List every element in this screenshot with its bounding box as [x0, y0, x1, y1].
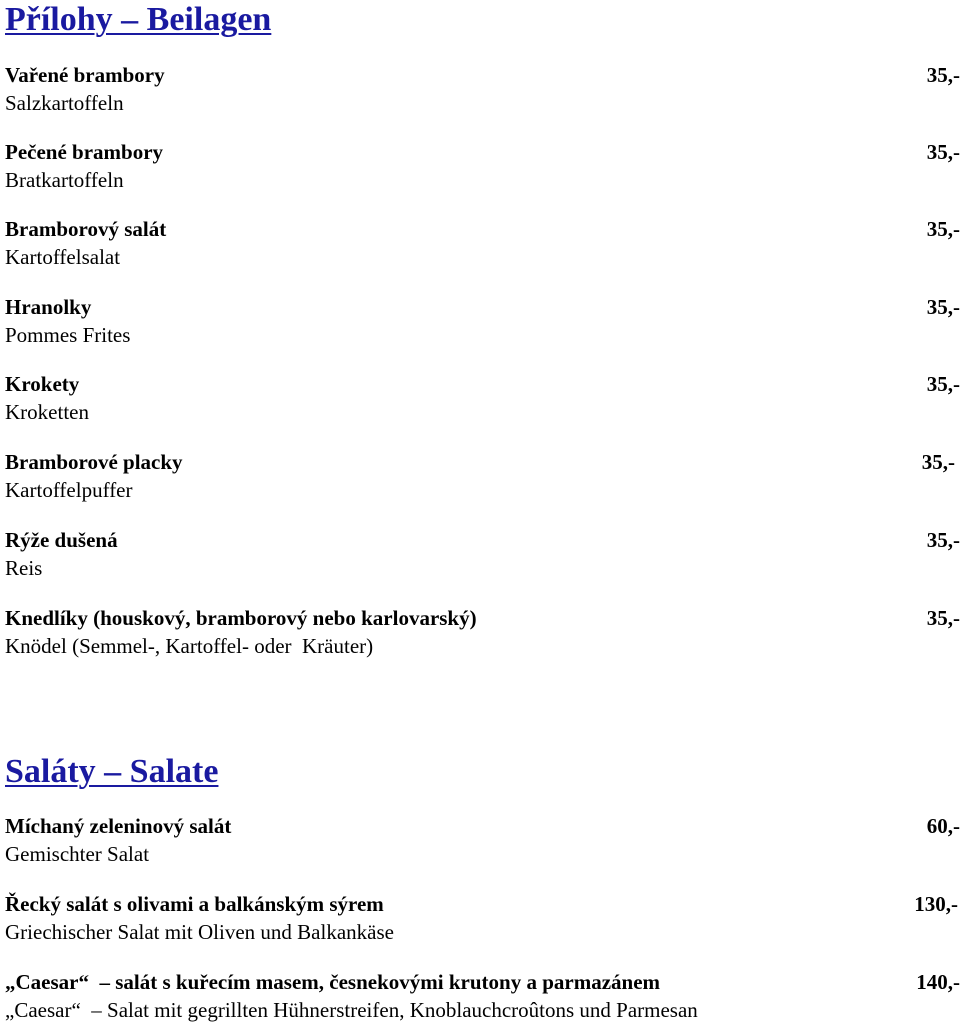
- item-name-cz: Míchaný zeleninový salát: [5, 814, 232, 838]
- menu-item-boiled-potatoes: [5, 61, 960, 117]
- item-price: 35,-: [926, 217, 960, 241]
- menu-item-potato-salad: [5, 215, 960, 271]
- item-name-cz: Krokety: [5, 372, 80, 396]
- item-price: 130,-: [914, 892, 958, 916]
- item-price: 60,-: [926, 814, 960, 838]
- menu-item-potato-pancakes: [5, 448, 960, 504]
- item-name-cz: Řecký salát s olivami a balkánským sýrem: [5, 892, 384, 916]
- item-name-de: Griechischer Salat mit Oliven und Balkankäse: [5, 920, 394, 944]
- menu-item-caesar-salad: [5, 968, 960, 1024]
- item-name-de: Bratkartoffeln: [5, 168, 124, 192]
- item-name-de: Kroketten: [5, 400, 89, 424]
- menu-item-mixed-salad: [5, 812, 960, 868]
- menu-item-fries: [5, 293, 960, 349]
- sides-heading: Přílohy – Beilagen: [5, 1, 272, 38]
- menu-item-greek-salad: [5, 890, 960, 946]
- item-price: 35,-: [926, 63, 960, 87]
- item-name-de: Salzkartoffeln: [5, 91, 124, 115]
- menu-item-croquettes: [5, 370, 960, 426]
- item-name-cz: Rýže dušená: [5, 528, 118, 552]
- item-price: 140,-: [916, 970, 960, 994]
- menu-item-dumplings: [5, 604, 960, 660]
- item-name-de: Pommes Frites: [5, 323, 131, 347]
- item-name-de: Kartoffelpuffer: [5, 478, 133, 502]
- item-price: 35,-: [926, 140, 960, 164]
- item-name-cz: Pečené brambory: [5, 140, 164, 164]
- menu-item-fried-potatoes: [5, 138, 960, 194]
- item-name-de: Gemischter Salat: [5, 842, 150, 866]
- item-price: 35,-: [921, 450, 955, 474]
- item-name-de: Kartoffelsalat: [5, 245, 121, 269]
- item-name-cz: Hranolky: [5, 295, 92, 319]
- item-name-de: „Caesar“ – Salat mit gegrillten Hühnerstreifen, Knoblauchcroûtons und Parmesan: [5, 998, 698, 1022]
- item-price: 35,-: [926, 295, 960, 319]
- salads-heading: Saláty – Salate: [5, 753, 219, 790]
- item-name-cz: Vařené brambory: [5, 63, 165, 87]
- item-name-de: Knödel (Semmel-, Kartoffel- oder Kräuter): [5, 634, 374, 658]
- menu-item-rice: [5, 526, 960, 582]
- item-name-cz: Bramborový salát: [5, 217, 167, 241]
- item-name-cz: „Caesar“ – salát s kuřecím masem, česnekovými krutony a parmazánem: [5, 970, 661, 994]
- item-price: 35,-: [926, 606, 960, 630]
- item-price: 35,-: [926, 528, 960, 552]
- item-name-cz: Bramborové placky: [5, 450, 183, 474]
- item-price: 35,-: [926, 372, 960, 396]
- item-name-de: Reis: [5, 556, 43, 580]
- item-name-cz: Knedlíky (houskový, bramborový nebo karlovarský): [5, 606, 477, 630]
